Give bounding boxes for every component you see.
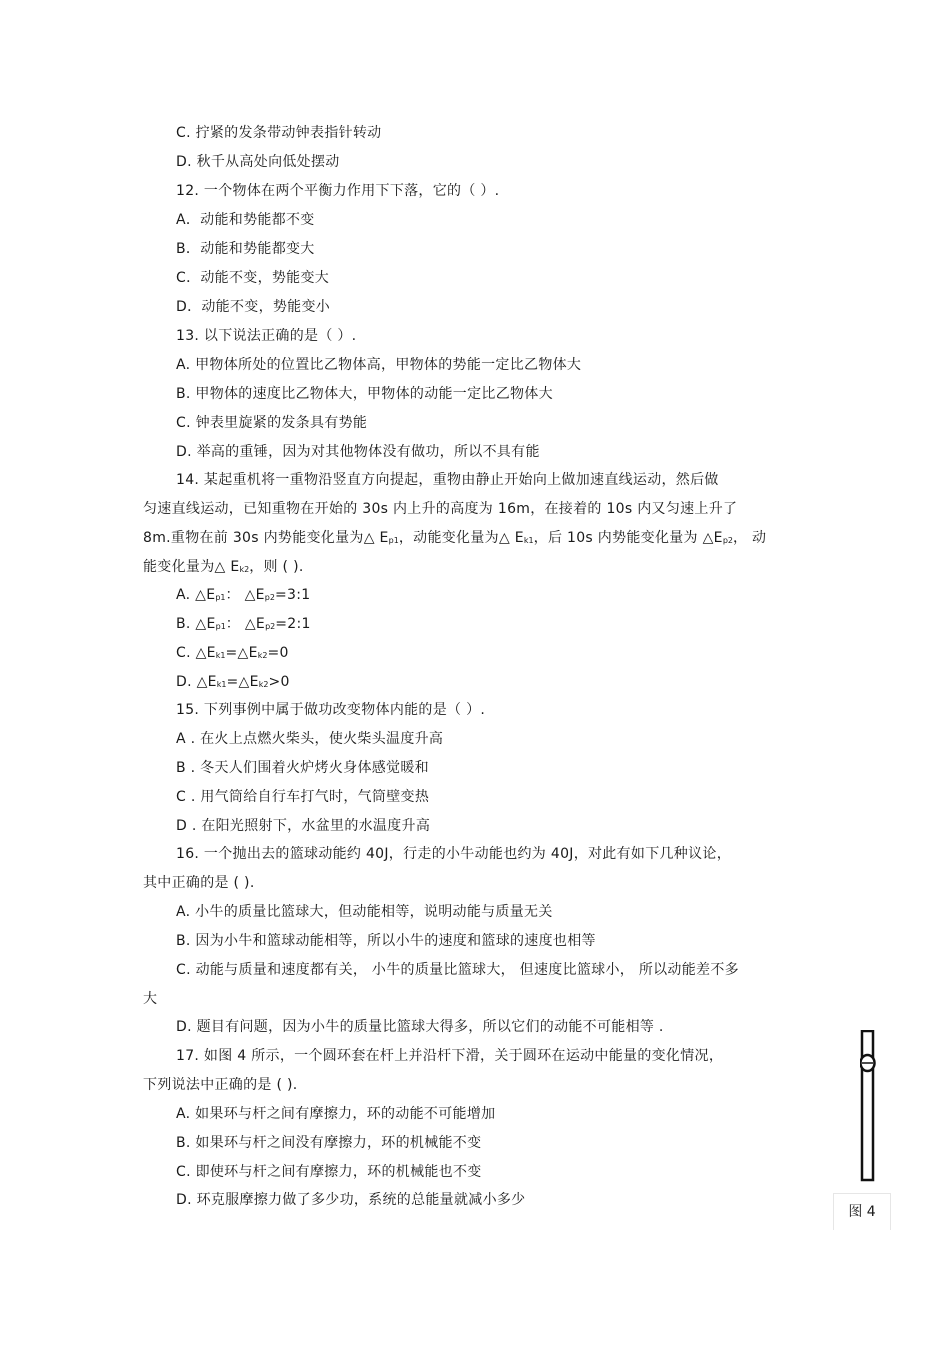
q12-option-d: D．动能不变，势能变小 [176, 299, 331, 315]
q15-option-d: D . 在阳光照射下，水盆里的水温度升高 [176, 818, 431, 834]
q16-option-b: B. 因为小牛和篮球动能相等，所以小牛的速度和篮球的速度也相等 [176, 933, 596, 949]
q17-stem-line2: 下列说法中正确的是 ( ). [143, 1077, 298, 1093]
q14-stem-line4: 能变化量为△ Ek2，则 ( ). [143, 559, 304, 575]
q15-option-c: C . 用气筒给自行车打气时，气筒壁变热 [176, 789, 430, 805]
q17-option-b: B. 如果环与杆之间没有摩擦力，环的机械能不变 [176, 1135, 482, 1151]
q14-option-d: D. △Ek1=△Ek2>0 [176, 674, 290, 690]
q12-stem: 12. 一个物体在两个平衡力作用下下落，它的（ ）. [176, 183, 500, 199]
q17-option-c: C. 即使环与杆之间有摩擦力，环的机械能也不变 [176, 1164, 482, 1180]
figure-caption: 图 4 [833, 1193, 891, 1230]
q16-stem-line2: 其中正确的是 ( ). [143, 875, 255, 891]
q17-option-d: D. 环克服摩擦力做了多少功，系统的总能量就减小多少 [176, 1192, 526, 1208]
q16-option-d: D. 题目有问题，因为小牛的质量比篮球大得多，所以它们的动能不可能相等 . [176, 1019, 664, 1035]
q11-option-d: D. 秋千从高处向低处摆动 [176, 154, 340, 170]
q12-option-b: B．动能和势能都变大 [176, 241, 315, 257]
q14-stem-line3: 8m.重物在前 30s 内势能变化量为△ Ep1，动能变化量为△ Ek1，后 10s 内势能变化量为 △Ep2， 动 [143, 530, 767, 546]
q11-option-c: C. 拧紧的发条带动钟表指针转动 [176, 125, 382, 141]
q12-option-c: C．动能不变，势能变大 [176, 270, 330, 286]
q14-option-a: A. △Ep1： △Ep2=3:1 [176, 587, 311, 603]
q14-option-c: C. △Ek1=△Ek2=0 [176, 645, 289, 661]
q16-option-c: C. 动能与质量和速度都有关， 小牛的质量比篮球大， 但速度比篮球小， 所以动能差不多 [176, 962, 739, 978]
q14-stem-line2: 匀速直线运动，已知重物在开始的 30s 内上升的高度为 16m，在接着的 10s 内又匀速上升了 [143, 501, 738, 517]
q13-option-c: C. 钟表里旋紧的发条具有势能 [176, 415, 368, 431]
q13-option-b: B. 甲物体的速度比乙物体大，甲物体的动能一定比乙物体大 [176, 386, 553, 402]
q13-stem: 13. 以下说法正确的是（ ）. [176, 328, 357, 344]
q14-option-b: B. △Ep1： △Ep2=2:1 [176, 616, 311, 632]
q16-option-c-continued: 大 [143, 991, 158, 1007]
q13-option-a: A. 甲物体所处的位置比乙物体高，甲物体的势能一定比乙物体大 [176, 357, 582, 373]
rod-with-ring-figure [860, 1030, 876, 1182]
q15-stem: 15. 下列事例中属于做功改变物体内能的是（ ）. [176, 702, 486, 718]
rod [862, 1031, 873, 1180]
q13-option-d: D. 举高的重锤，因为对其他物体没有做功，所以不具有能 [176, 444, 540, 460]
q17-option-a: A. 如果环与杆之间有摩擦力，环的动能不可能增加 [176, 1106, 496, 1122]
q15-option-b: B . 冬天人们围着火炉烤火身体感觉暖和 [176, 760, 429, 776]
q16-stem-line1: 16. 一个抛出去的篮球动能约 40J，行走的小牛动能也约为 40J，对此有如下几种议论， [176, 846, 731, 862]
q12-option-a: A．动能和势能都不变 [176, 212, 315, 228]
q16-option-a: A. 小牛的质量比篮球大，但动能相等，说明动能与质量无关 [176, 904, 553, 920]
q15-option-a: A . 在火上点燃火柴头，使火柴头温度升高 [176, 731, 444, 747]
q14-stem-line1: 14. 某起重机将一重物沿竖直方向提起，重物由静止开始向上做加速直线运动，然后做 [176, 472, 719, 488]
q17-stem-line1: 17. 如图 4 所示，一个圆环套在杆上并沿杆下滑，关于圆环在运动中能量的变化情况， [176, 1048, 724, 1064]
